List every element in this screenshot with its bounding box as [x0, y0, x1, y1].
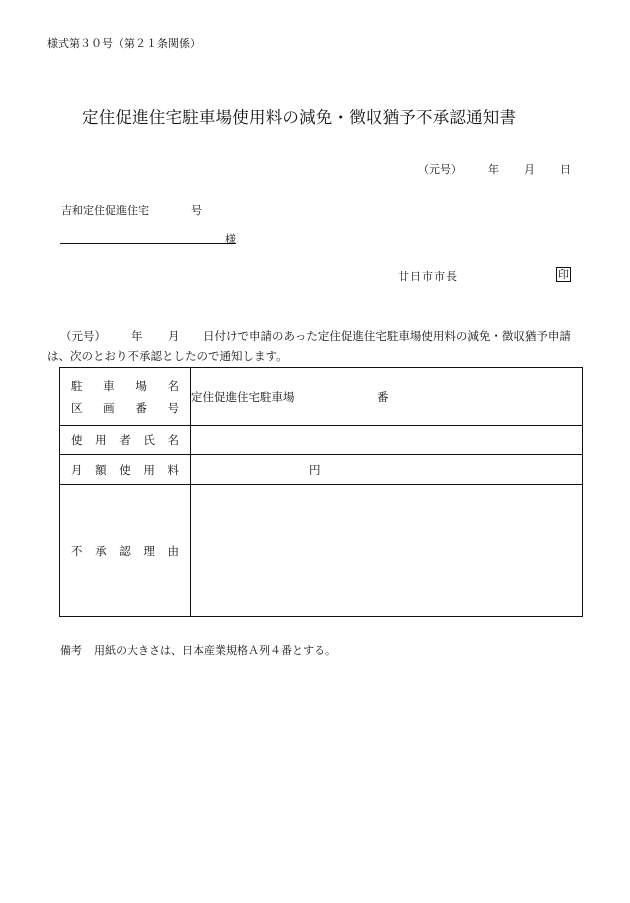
note-text: 用紙の大きさは、日本産業規格Ａ列４番とする。: [94, 644, 336, 657]
addressee-number-suffix: 号: [191, 204, 202, 217]
form-number: 様式第３０号（第２１条関係）: [47, 37, 201, 50]
body-month: 月: [168, 329, 180, 343]
user-name-label: 使用者氏名: [71, 433, 179, 447]
body-year: 年: [131, 329, 143, 343]
table-row-user: [60, 426, 583, 455]
monthly-fee-unit: 円: [309, 462, 321, 477]
issuer-title: 廿日市市長: [398, 270, 458, 283]
date-day: 日: [560, 163, 571, 176]
seal-mark: 印: [558, 268, 569, 281]
parking-label-cell: [60, 368, 191, 426]
note-label: 備考: [60, 644, 82, 657]
document-title: 定住促進住宅駐車場使用料の減免・徴収猶予不承認通知書: [82, 108, 517, 127]
reason-value: [191, 485, 583, 617]
table-row-fee: [60, 455, 583, 485]
date-era: （元号）: [418, 163, 462, 176]
body-line1: 日付けで申請のあった定住促進住宅駐車場使用料の減免・徴収猶予申請: [203, 329, 571, 343]
reason-label: 不承認理由: [71, 543, 179, 558]
parking-value-cell: [191, 368, 583, 426]
parking-value: 定住促進住宅駐車場: [191, 389, 295, 404]
parking-label-section: 区画番号: [71, 400, 179, 415]
date-year: 年: [488, 163, 499, 176]
monthly-fee-label: 月額使用料: [71, 462, 179, 477]
notice-table: [59, 367, 583, 617]
parking-number-suffix: 番: [377, 389, 389, 404]
body-line2: は、次のとおり不承認としたので通知します。: [47, 349, 288, 363]
user-name-value: [191, 426, 583, 455]
monthly-fee-value-cell: [191, 455, 583, 485]
table-row-parking: [60, 368, 583, 426]
table-row-reason: [60, 485, 583, 617]
addressee-name-underline: [60, 243, 236, 244]
body-era: （元号）: [60, 329, 106, 343]
addressee-honorific: 様: [225, 233, 236, 246]
parking-label-name: 駐車場名: [71, 378, 179, 393]
date-month: 月: [524, 163, 535, 176]
addressee-housing-name: 吉和定住促進住宅: [61, 204, 149, 217]
